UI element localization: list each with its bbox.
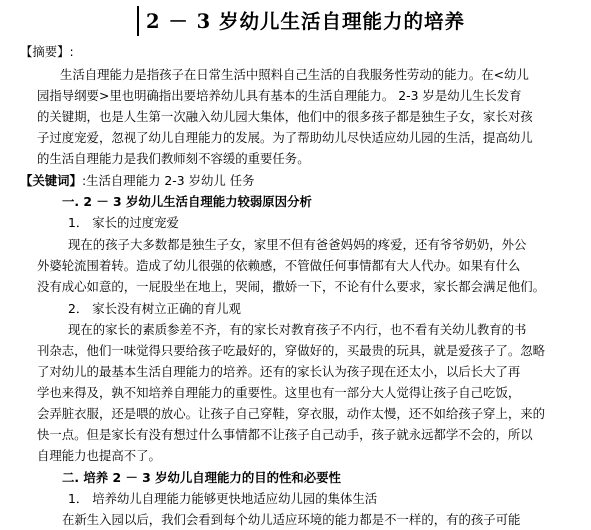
paragraph-line: 会弄脏衣服，还是喂的放心。让孩子自己穿鞋，穿衣服，动作太慢，还不如给孩子穿上，来的: [37, 406, 546, 421]
paragraph-line: 现在的家长的素质参差不齐，有的家长对教育孩子不内行，也不看有关幼儿教育的书: [68, 322, 527, 337]
paragraph-line: 学也来得及，孰不知培养自理能力的重要性。这里也有一部分大人觉得让孩子自己吃饭，: [37, 385, 521, 400]
keywords-row: [20, 172, 254, 189]
abstract-line: 生活自理能力是指孩子在日常生活中照料自己生活的自我服务性劳动的能力。在<幼儿: [60, 67, 529, 82]
subsection-heading: 1． 家长的过度宠爱: [68, 215, 179, 230]
paragraph-line: 没有成心如意的，一屁股坐在地上，哭闹，撒娇一下，不论有什么要求，家长都会满足他们。: [37, 279, 546, 294]
paragraph-line: 在新生入园以后，我们会看到每个幼儿适应环境的能力都是不一样的，有的孩子可能: [62, 512, 521, 527]
paragraph-line: 刊杂志，他们一味觉得只要给孩子吃最好的，穿做好的，买最贵的玩具，就是爱孩子了。忽略: [37, 343, 546, 358]
paragraph-line: 了对幼儿的最基本生活自理能力的培养。还有的家长认为孩子现在还太小，以后长大了再: [37, 364, 521, 379]
paragraph-line: 现在的孩子大多数都是独生子女，家里不但有爸爸妈妈的疼爱，还有爷爷奶奶，外公: [68, 237, 527, 252]
abstract-line: 的关键期，也是人生第一次融入幼儿园大集体，他们中的很多孩子都是独生子女，家长对孩: [37, 109, 533, 124]
keywords-text: :生活自理能力 2-3 岁幼儿 任务: [81, 173, 255, 188]
paragraph-line: 自理能力也提高不了。: [37, 448, 161, 463]
subsection-heading: 2． 家长没有树立正确的育儿观: [68, 301, 241, 316]
keywords-label: 【关键词】: [20, 173, 82, 188]
paragraph-line: 外婆轮流围着转。造成了幼儿很强的依赖感，不管做任何事情都有大人代办。如果有什么: [37, 258, 521, 273]
abstract-label: 【摘要】:: [20, 44, 74, 59]
abstract-line: 园指导纲要>里也明确指出要培养幼儿具有基本的生活自理能力。 2-3 岁是幼儿生长发育: [37, 88, 522, 103]
section-heading: 一. 2 － 3 岁幼儿生活自理能力较弱原因分析: [62, 194, 312, 209]
title-area: [0, 0, 591, 42]
section-heading: 二. 培养 2 － 3 岁幼儿自理能力的目的性和必要性: [62, 470, 341, 485]
abstract-line: 子过度宠爱，忽视了幼儿自理能力的发展。为了帮助幼儿尽快适应幼儿园的生活，提高幼儿: [37, 130, 533, 145]
document-title: 2 － 3 岁幼儿生活自理能力的培养: [146, 10, 466, 33]
paragraph-line: 快一点。但是家长有没有想过什么事情都不让孩子自己动手，孩子就永远都学不会的，所以: [37, 427, 533, 442]
abstract-line: 的生活自理能力是我们教师刻不容缓的重要任务。: [37, 151, 310, 166]
subsection-heading: 1． 培养幼儿自理能力能够更快地适应幼儿园的集体生活: [68, 491, 378, 506]
title-divider: [137, 6, 139, 36]
